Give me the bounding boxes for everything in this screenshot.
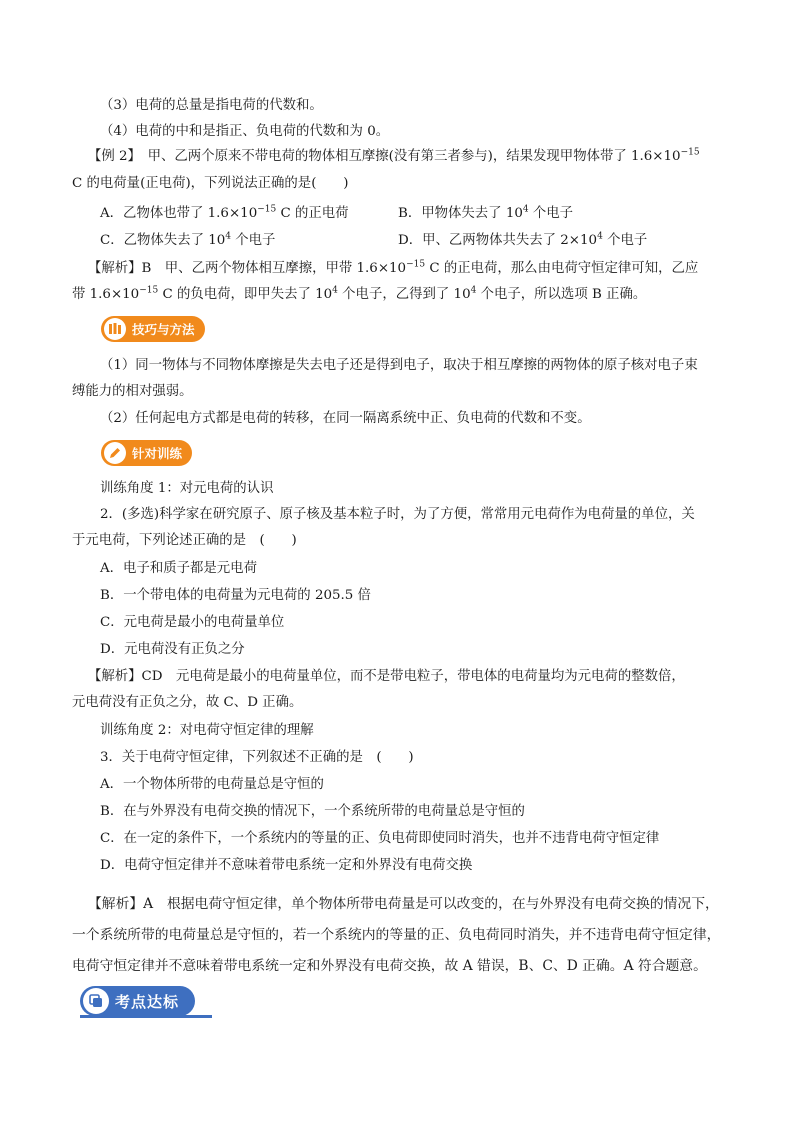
- exam-underline: [80, 1015, 212, 1018]
- text-line: C 的电荷量(正电荷)，下列说法正确的是( ): [72, 176, 349, 191]
- layers-icon: [83, 988, 109, 1014]
- question-3: 3．关于电荷守恒定律，下列叙述不正确的是 ( ): [100, 750, 414, 765]
- analysis-text: 电荷守恒定律并不意味着带电系统一定和外界没有电荷交换，故 A 错误，B、C、D 正确。A 符合题意。: [72, 958, 707, 974]
- training-badge: [101, 440, 192, 466]
- text-line: 于元电荷，下列论述正确的是 ( ): [72, 533, 297, 548]
- training-angle: 训练角度 2：对电荷守恒定律的理解: [100, 723, 314, 738]
- text-line: （4）电荷的中和是指正、负电荷的代数和为 0。: [100, 124, 390, 139]
- option-b: B．甲物体失去了 $10^4$ 个电子: [398, 204, 574, 221]
- tips-badge: [101, 316, 205, 342]
- text-line: （2）任何起电方式都是电荷的转移，在同一隔离系统中正、负电荷的代数和不变。: [100, 411, 591, 426]
- exam-badge: [80, 986, 195, 1016]
- option-d: D．元电荷没有正负之分: [100, 642, 245, 657]
- analysis-text: 元电荷没有正负之分，故 C、D 正确。: [72, 695, 303, 710]
- text-line: 缚能力的相对强弱。: [72, 384, 193, 399]
- analysis-text: 【解析】B 甲、乙两个物体相互摩擦，甲带 $1.6\times 10^{-15}$ C 的正电荷，那么由电荷守恒定律可知，乙应: [88, 259, 699, 276]
- badge-label: 技巧与方法: [132, 322, 195, 337]
- option-b: B．一个带电体的电荷量为元电荷的 205.5 倍: [100, 588, 371, 603]
- badge-label: 考点达标: [115, 992, 180, 1011]
- pencil-icon: [104, 442, 126, 464]
- text-line: （3）电荷的总量是指电荷的代数和。: [100, 98, 323, 113]
- option-b: B．在与外界没有电荷交换的情况下，一个系统所带的电荷量总是守恒的: [100, 804, 525, 819]
- option-a: A．电子和质子都是元电荷: [100, 561, 257, 576]
- training-angle: 训练角度 1：对元电荷的认识: [100, 481, 274, 496]
- analysis-text: 【解析】A 根据电荷守恒定律，单个物体所带电荷量是可以改变的，在与外界没有电荷交换的情况下，: [88, 896, 719, 912]
- text-line: （1）同一物体与不同物体摩擦是失去电子还是得到电子，取决于相互摩擦的两物体的原子核对电子束: [100, 358, 698, 373]
- badge-label: 针对训练: [132, 446, 183, 461]
- option-c: C．元电荷是最小的电荷量单位: [100, 615, 285, 630]
- option-c: C．乙物体失去了 $10^4$ 个电子: [100, 231, 276, 248]
- analysis-text: 带 $1.6\times 10^{-15}$ C 的负电荷，即甲失去了 $10^4$ 个电子，乙得到了 $10^4$ 个电子，所以选项 B 正确。: [72, 285, 647, 302]
- analysis-text: 【解析】CD 元电荷是最小的电荷量单位，而不是带电粒子，带电体的电荷量均为元电荷的整数倍，: [88, 669, 685, 684]
- question-2: 2．(多选)科学家在研究原子、原子核及基本粒子时，为了方便，常常用元电荷作为电荷量的单位，关: [100, 507, 695, 522]
- option-a: A．乙物体也带了 $1.6\times 10^{-15}$ C 的正电荷: [100, 204, 349, 221]
- option-d: D．电荷守恒定律并不意味着带电系统一定和外界没有电荷交换: [100, 858, 473, 873]
- books-icon: [104, 318, 126, 340]
- option-c: C．在一定的条件下，一个系统内的等量的正、负电荷即使同时消失，也并不违背电荷守恒定律: [100, 831, 660, 846]
- analysis-text: 一个系统所带的电荷量总是守恒的，若一个系统内的等量的正、负电荷同时消失，并不违背电荷守恒定律，: [72, 927, 721, 943]
- option-d: D．甲、乙两物体共失去了 $2\times 10^4$ 个电子: [398, 231, 648, 248]
- option-a: A．一个物体所带的电荷量总是守恒的: [100, 777, 324, 792]
- example-2-question: 【例 2】 甲、乙两个原来不带电荷的物体相互摩擦(没有第三者参与)，结果发现甲物体带了 $1.6\times 10^{-15}$: [88, 147, 700, 164]
